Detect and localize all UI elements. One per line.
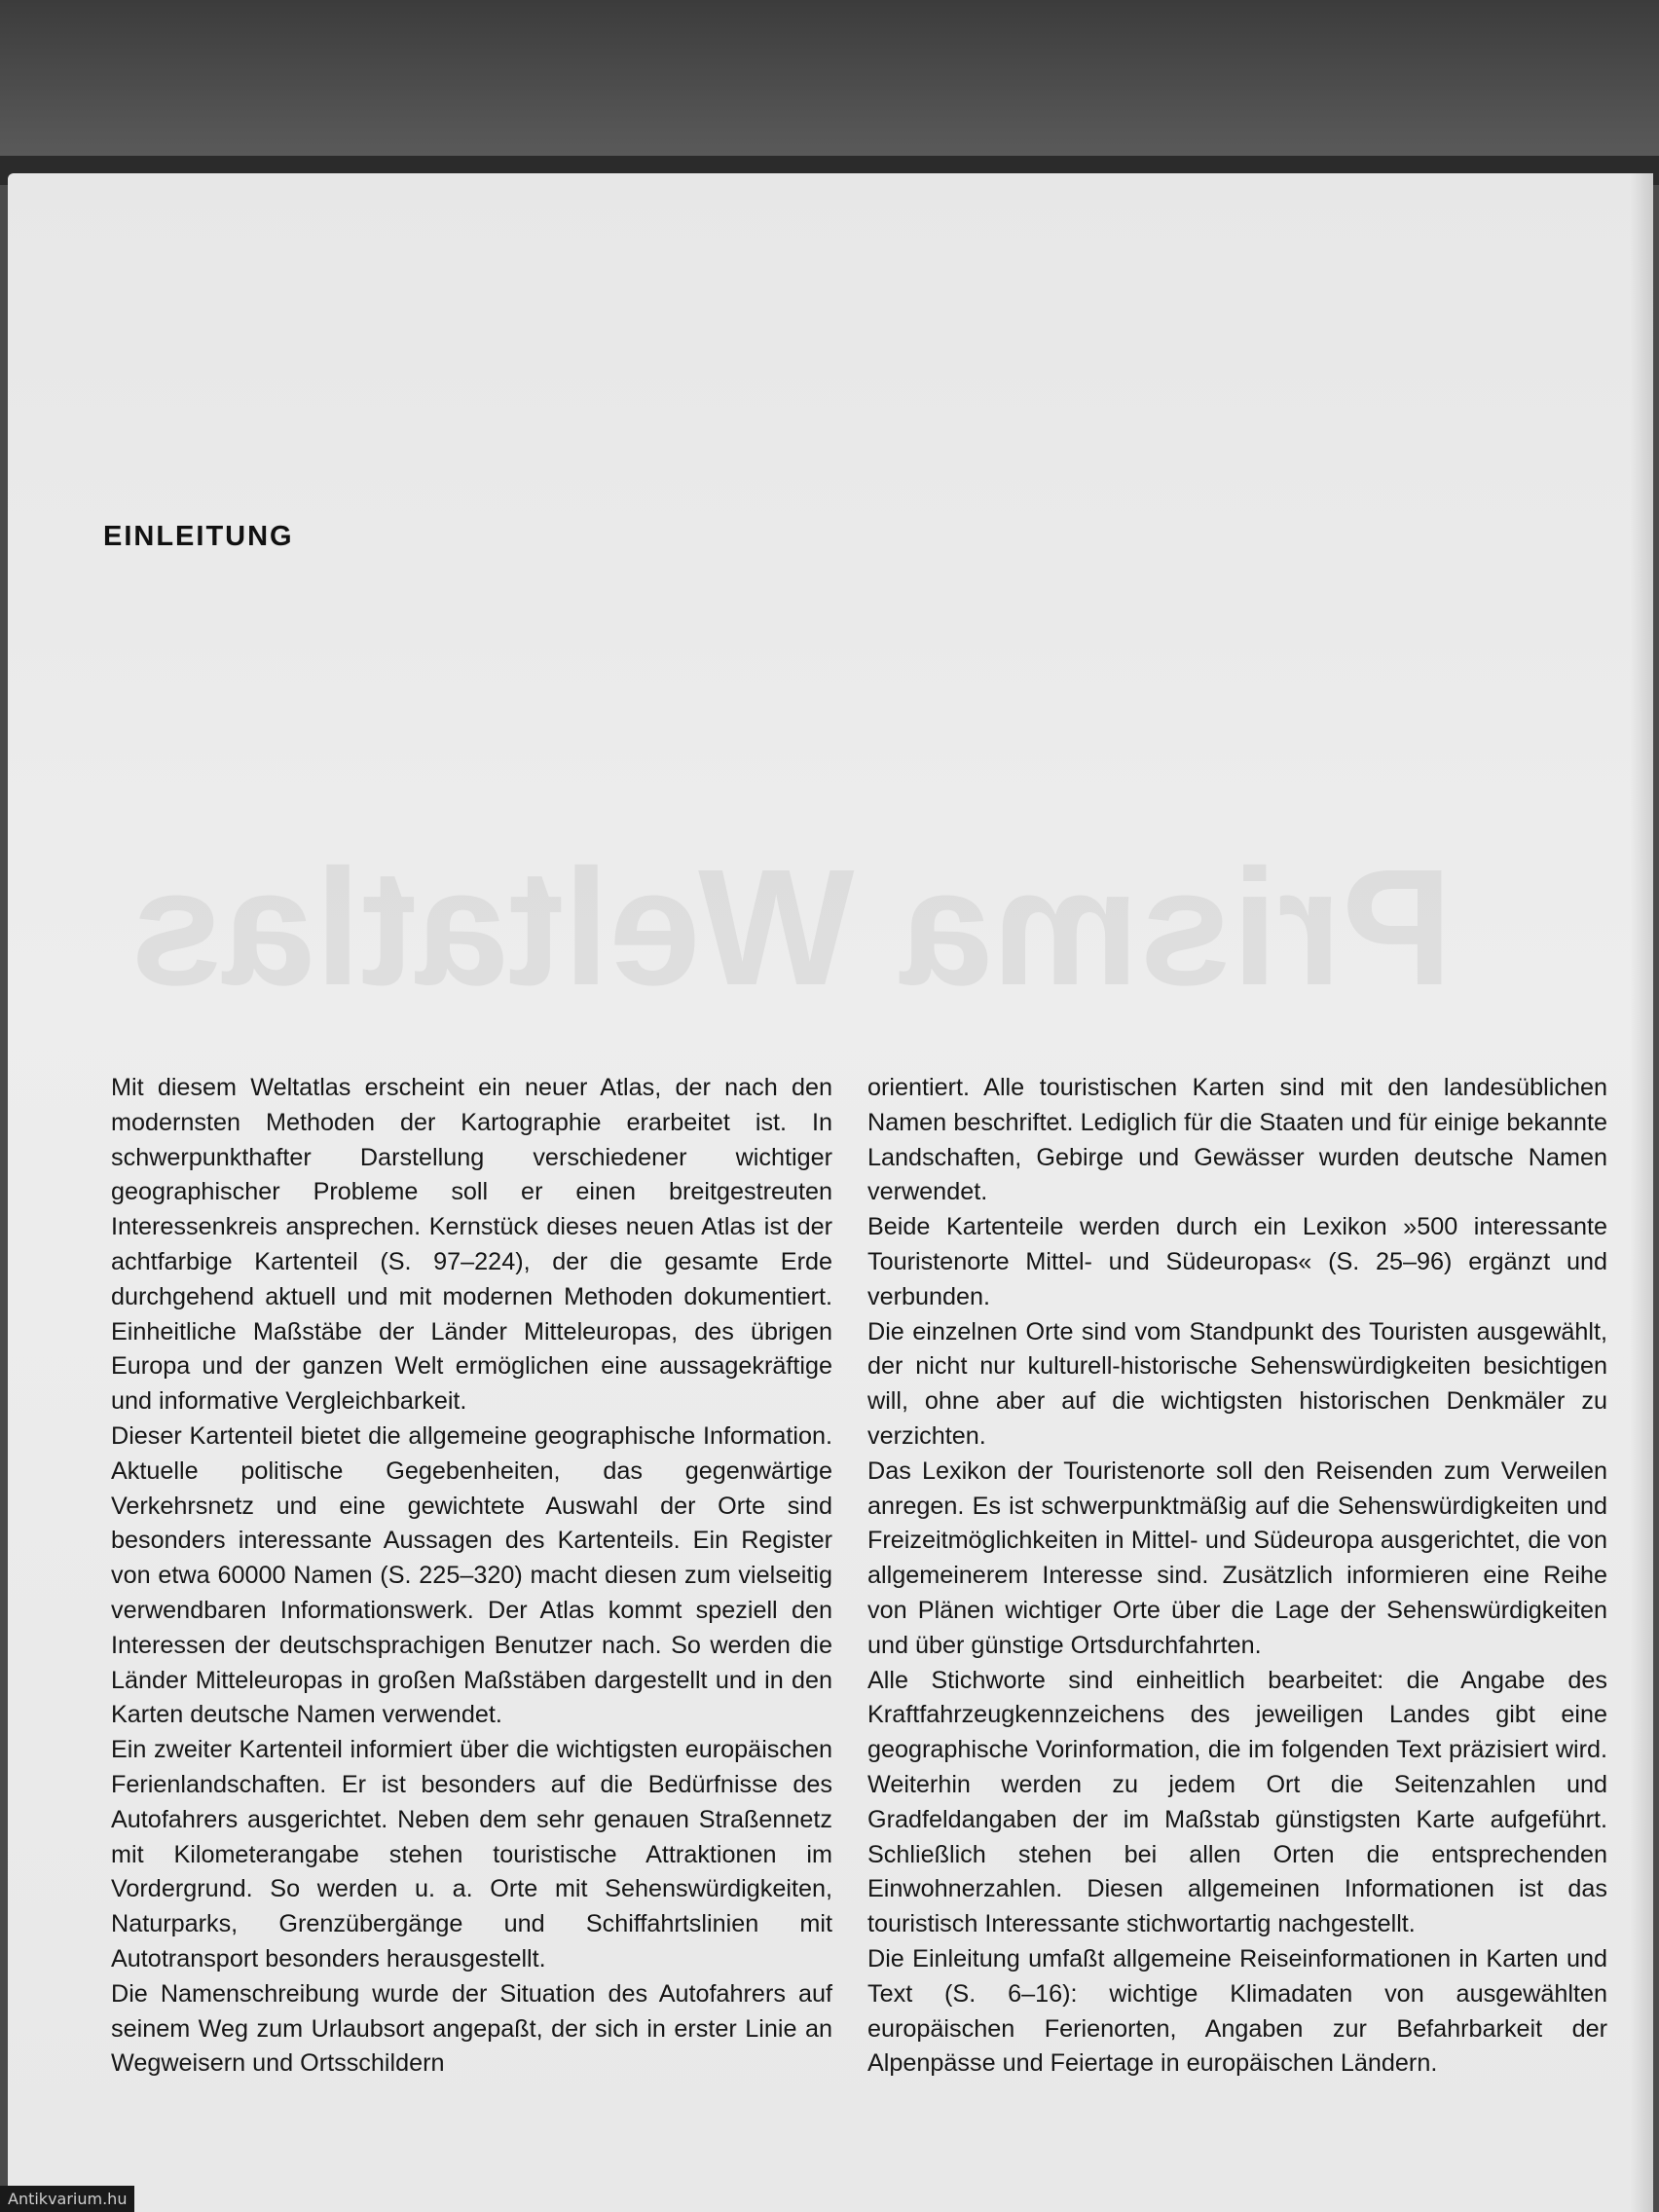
paragraph: Das Lexikon der Touristenorte soll den Reisenden zum Verweilen anregen. Es ist schwerpunktmäßig auf die Sehenswürdigkeiten und Freizeitmöglichkeiten in Mittel- und Südeuropa ausgerichtet, die von allgemeinerem Interesse sind. Zusätzlich informieren eine Reihe von Plänen wichtiger Orte über die Lage der Sehenswürdigkeiten und über günstige Ortsdurchfahrten. [867, 1456, 1607, 1659]
paragraph: Die einzelnen Orte sind vom Standpunkt des Touristen ausgewählt, der nicht nur kulturell-historische Sehenswürdigkeiten besichtigen will, ohne aber auf die wichtigsten historischen Denkmäler zu verzichten. [867, 1317, 1607, 1450]
book-page [8, 173, 1653, 2212]
page-heading: EINLEITUNG [103, 521, 294, 552]
paragraph: Dieser Kartenteil bietet die allgemeine geographische Information. Aktuelle politische Gegebenheiten, das gegenwärtige Verkehrsnetz und eine gewichtete Auswahl der Orte sind besonders interessante Aussagen des Kartenteils. Ein Register von etwa 60000 Namen (S. 225–320) macht diesen zum vielseitig verwendbaren Informationswerk. Der Atlas kommt speziell den Interessen der deutschsprachigen Benutzer nach. So werden die Länder Mitteleuropas in großen Maßstäben dargestellt und in den Karten deutsche Namen verwendet. [111, 1421, 832, 1729]
page-gutter-shadow [1630, 173, 1653, 2212]
paragraph: Ein zweiter Kartenteil informiert über die wichtigsten europäischen Ferienlandschaften. Er ist besonders auf die Bedürfnisse des Autofahrers ausgerichtet. Neben dem sehr genauen Straßennetz mit Kilometerangabe stehen touristische Attraktionen im Vordergrund. So werden u. a. Orte mit Sehenswürdigkeiten, Naturparks, Grenzübergänge und Schiffahrtslinien mit Autotransport besonders herausgestellt. [111, 1736, 832, 1972]
paragraph: Die Einleitung umfaßt allgemeine Reiseinformationen in Karten und Text (S. 6–16): wichtige Klimadaten von ausgewählten europäischen Ferienorten, Angaben zur Befahrbarkeit der Alpenpässe und Feiertage in europäischen Ländern. [867, 1944, 1607, 2078]
watermark-label: Antikvarium.hu [0, 2186, 134, 2212]
right-text-column [867, 1071, 1607, 2082]
paragraph: Beide Kartenteile werden durch ein Lexikon »500 interessante Touristenorte Mittel- und Südeuropas« (S. 25–96) ergänzt und verbunden. [867, 1213, 1607, 1310]
show-through-title: Prisma Weltatlas [130, 835, 1453, 1020]
paragraph: orientiert. Alle touristischen Karten sind mit den landesüblichen Namen beschriftet. Lediglich für die Staaten und für einige bekannte Landschaften, Gebirge und Gewässer wurden deutsche Namen verwendet. [867, 1074, 1607, 1206]
left-text-column [111, 1071, 832, 2082]
paragraph: Die Namenschreibung wurde der Situation des Autofahrers auf seinem Weg zum Urlaubsort angepaßt, der sich in erster Linie an Wegweisern und Ortsschildern [111, 1979, 832, 2078]
paragraph: Mit diesem Weltatlas erscheint ein neuer Atlas, der nach den modernsten Methoden der Kartographie erarbeitet ist. In schwerpunkthafter Darstellung verschiedener wichtiger geographischer Probleme soll er einen breitgestreuten Interessenkreis ansprechen. Kernstück dieses neuen Atlas ist der achtfarbige Kartenteil (S. 97–224), der die gesamte Erde durchgehend aktuell und mit modernen Methoden dokumentiert. Einheitliche Maßstäbe der Länder Mitteleuropas, des übrigen Europa und der ganzen Welt ermöglichen eine aussagekräftige und informative Vergleichbarkeit. [111, 1074, 832, 1416]
paragraph: Alle Stichworte sind einheitlich bearbeitet: die Angabe des Kraftfahrzeugkennzeichens des jeweiligen Landes gibt eine geographische Vorinformation, die im folgenden Text präzisiert wird. Weiterhin werden zu jedem Ort die Seitenzahlen und Gradfeldangaben der im Maßstab günstigsten Karte aufgeführt. Schließlich stehen bei allen Orten die entsprechenden Einwohnerzahlen. Diesen allgemeinen Informationen ist das touristisch Interessante stichwortartig nachgestellt. [867, 1666, 1607, 1938]
